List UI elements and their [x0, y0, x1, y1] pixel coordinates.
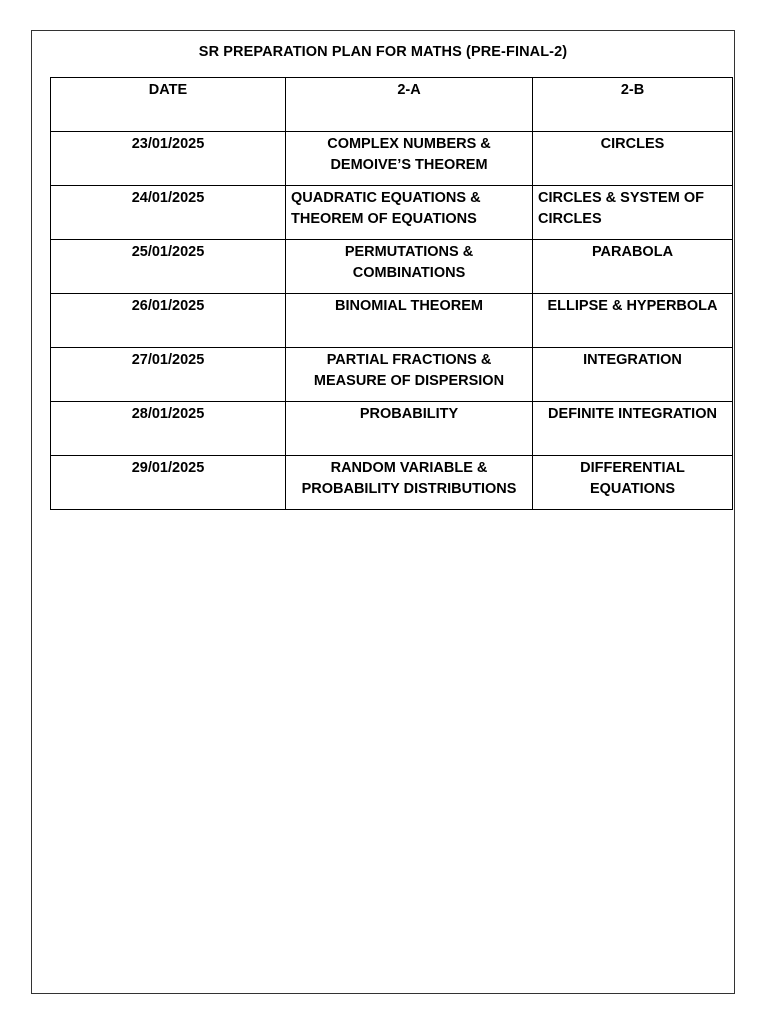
page-title: SR PREPARATION PLAN FOR MATHS (PRE-FINAL-2)	[198, 44, 568, 60]
column-header-2b: 2-B	[533, 78, 733, 132]
topic-2a-cell: PROBABILITY	[286, 402, 533, 456]
table-row	[51, 348, 733, 402]
topic-2b-cell: ELLIPSE & HYPERBOLA	[533, 294, 733, 348]
topic-2b-cell: DEFINITE INTEGRATION	[533, 402, 733, 456]
topic-2a-cell: COMPLEX NUMBERS & DEMOIVE’S THEOREM	[286, 132, 533, 186]
topic-2b-cell: INTEGRATION	[533, 348, 733, 402]
topic-2a-cell: RANDOM VARIABLE & PROBABILITY DISTRIBUTIONS	[286, 456, 533, 510]
table-row	[51, 402, 733, 456]
table-row	[51, 456, 733, 510]
table-row	[51, 132, 733, 186]
date-cell: 29/01/2025	[51, 456, 286, 510]
topic-2a-cell: QUADRATIC EQUATIONS & THEOREM OF EQUATIONS	[286, 186, 533, 240]
topic-2b-cell: DIFFERENTIAL EQUATIONS	[533, 456, 733, 510]
column-header-date: DATE	[51, 78, 286, 132]
column-header-2a: 2-A	[286, 78, 533, 132]
table-header-row	[51, 78, 733, 132]
preparation-plan-table	[50, 77, 733, 510]
table-row	[51, 240, 733, 294]
date-cell: 23/01/2025	[51, 132, 286, 186]
table-row	[51, 294, 733, 348]
date-cell: 28/01/2025	[51, 402, 286, 456]
topic-2a-cell: PERMUTATIONS & COMBINATIONS	[286, 240, 533, 294]
date-cell: 27/01/2025	[51, 348, 286, 402]
date-cell: 26/01/2025	[51, 294, 286, 348]
topic-2b-cell: CIRCLES & SYSTEM OF CIRCLES	[533, 186, 733, 240]
date-cell: 25/01/2025	[51, 240, 286, 294]
date-cell: 24/01/2025	[51, 186, 286, 240]
topic-2b-cell: CIRCLES	[533, 132, 733, 186]
table-row	[51, 186, 733, 240]
topic-2a-cell: BINOMIAL THEOREM	[286, 294, 533, 348]
topic-2a-cell: PARTIAL FRACTIONS & MEASURE OF DISPERSION	[286, 348, 533, 402]
topic-2b-cell: PARABOLA	[533, 240, 733, 294]
